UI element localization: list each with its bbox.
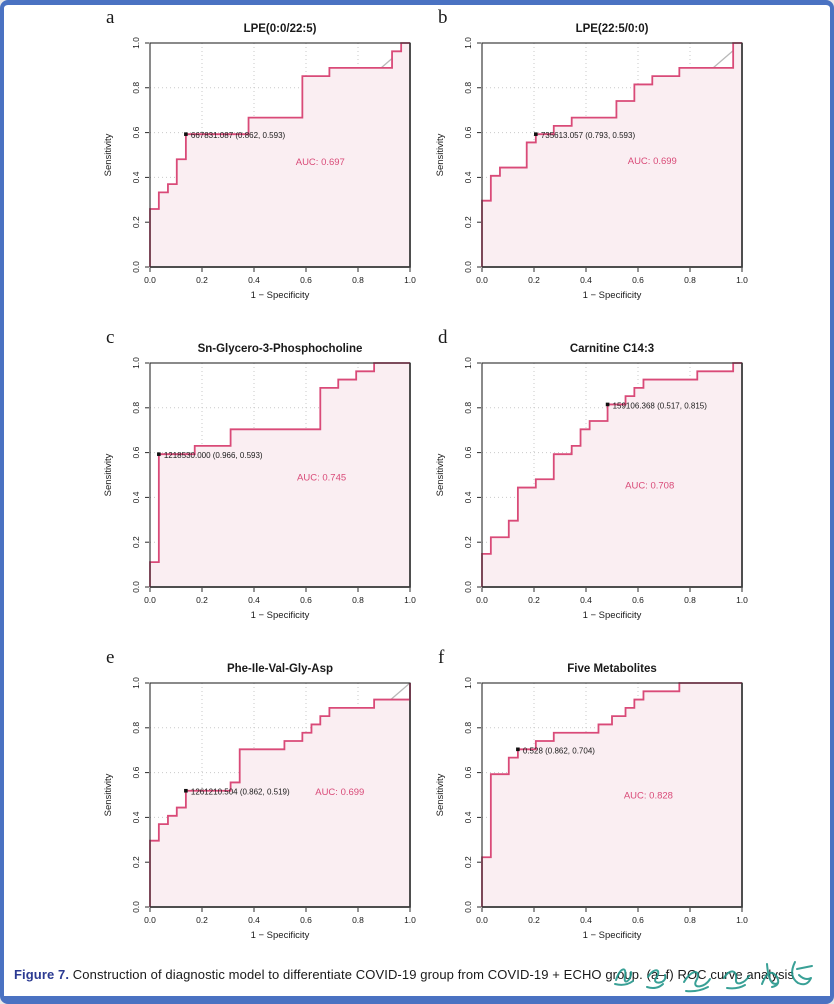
svg-text:0.6: 0.6	[300, 595, 312, 605]
svg-text:0.4: 0.4	[463, 491, 473, 504]
svg-text:0.2: 0.2	[528, 915, 540, 925]
svg-text:667831.087 (0.862, 0.593): 667831.087 (0.862, 0.593)	[190, 131, 286, 141]
svg-text:0.6: 0.6	[131, 766, 141, 779]
svg-text:1.0: 1.0	[736, 595, 748, 605]
svg-text:0.8: 0.8	[684, 595, 696, 605]
roc-chart-b	[428, 13, 758, 323]
svg-text:0.8: 0.8	[463, 401, 473, 414]
svg-text:1.0: 1.0	[404, 595, 416, 605]
svg-text:1.0: 1.0	[463, 37, 473, 49]
svg-text:0.8: 0.8	[684, 275, 696, 285]
svg-text:0.4: 0.4	[580, 275, 592, 285]
svg-text:159106.368 (0.517, 0.815): 159106.368 (0.517, 0.815)	[612, 401, 707, 411]
svg-text:1 − Specificity: 1 − Specificity	[250, 610, 310, 621]
svg-text:Sn-Glycero-3-Phosphocholine: Sn-Glycero-3-Phosphocholine	[197, 343, 363, 355]
figure-caption	[14, 967, 820, 982]
svg-text:0.0: 0.0	[131, 261, 141, 273]
roc-panel-f	[428, 649, 760, 965]
svg-text:AUC: 0.697: AUC: 0.697	[295, 157, 345, 169]
svg-text:AUC: 0.699: AUC: 0.699	[627, 155, 677, 167]
svg-text:0.0: 0.0	[476, 595, 488, 605]
svg-text:0.4: 0.4	[131, 171, 141, 184]
svg-text:1261210.504 (0.862, 0.519): 1261210.504 (0.862, 0.519)	[190, 787, 290, 797]
svg-text:Sensitivity: Sensitivity	[103, 773, 114, 817]
panel-letter-c: c	[106, 327, 115, 348]
svg-text:LPE(0:0/22:5): LPE(0:0/22:5)	[243, 23, 317, 35]
svg-text:0.8: 0.8	[463, 81, 473, 94]
roc-panel-e	[96, 649, 428, 965]
svg-text:1.0: 1.0	[463, 357, 473, 369]
roc-chart-c	[96, 333, 426, 643]
roc-chart-d	[428, 333, 758, 643]
svg-text:Carnitine C14:3: Carnitine C14:3	[569, 343, 655, 355]
svg-text:0.2: 0.2	[463, 216, 473, 229]
roc-panel-d	[428, 329, 760, 645]
svg-text:0.4: 0.4	[580, 595, 592, 605]
svg-text:0.2: 0.2	[196, 275, 208, 285]
svg-text:0.2: 0.2	[196, 915, 208, 925]
svg-text:0.2: 0.2	[131, 536, 141, 549]
svg-text:0.2: 0.2	[463, 536, 473, 549]
svg-text:AUC: 0.828: AUC: 0.828	[623, 790, 673, 802]
svg-text:0.0: 0.0	[131, 581, 141, 593]
svg-text:0.0: 0.0	[463, 581, 473, 593]
svg-text:0.6: 0.6	[300, 915, 312, 925]
roc-panel-b	[428, 9, 760, 325]
svg-text:Phe-Ile-Val-Gly-Asp: Phe-Ile-Val-Gly-Asp	[226, 663, 334, 675]
svg-text:0.0: 0.0	[463, 261, 473, 273]
roc-chart-f	[428, 653, 758, 963]
roc-panel-c	[96, 329, 428, 645]
svg-text:0.0: 0.0	[131, 901, 141, 913]
svg-text:0.0: 0.0	[144, 595, 156, 605]
panel-letter-a: a	[106, 7, 115, 28]
svg-text:1.0: 1.0	[463, 677, 473, 689]
figure-caption-text: Construction of diagnostic model to differentiate COVID-19 group from COVID-19 + ECHO group. (a–f) ROC curve analysis	[69, 967, 795, 982]
svg-text:0.4: 0.4	[580, 915, 592, 925]
svg-text:1.0: 1.0	[131, 37, 141, 49]
svg-text:1 − Specificity: 1 − Specificity	[582, 930, 642, 941]
svg-text:0.6: 0.6	[632, 915, 644, 925]
panel-letter-b: b	[438, 7, 448, 28]
svg-text:LPE(22:5/0:0): LPE(22:5/0:0)	[575, 23, 649, 35]
svg-text:AUC: 0.708: AUC: 0.708	[625, 480, 675, 492]
svg-text:Five Metabolites: Five Metabolites	[567, 663, 657, 675]
svg-text:1 − Specificity: 1 − Specificity	[250, 930, 310, 941]
panel-letter-d: d	[438, 327, 448, 348]
svg-text:1.0: 1.0	[404, 915, 416, 925]
svg-text:1 − Specificity: 1 − Specificity	[582, 290, 642, 301]
panel-letter-f: f	[438, 647, 445, 668]
svg-text:0.4: 0.4	[248, 595, 260, 605]
svg-text:Sensitivity: Sensitivity	[435, 133, 446, 177]
svg-text:735613.057 (0.793, 0.593): 735613.057 (0.793, 0.593)	[540, 131, 636, 141]
svg-text:0.6: 0.6	[632, 595, 644, 605]
roc-chart-e	[96, 653, 426, 963]
panel-letter-e: e	[106, 647, 115, 668]
svg-text:0.8: 0.8	[463, 721, 473, 734]
svg-text:1.0: 1.0	[736, 275, 748, 285]
svg-text:0.8: 0.8	[352, 595, 364, 605]
svg-text:1.0: 1.0	[736, 915, 748, 925]
svg-text:0.2: 0.2	[463, 856, 473, 869]
svg-text:0.2: 0.2	[196, 595, 208, 605]
svg-text:0.2: 0.2	[131, 856, 141, 869]
svg-text:0.8: 0.8	[684, 915, 696, 925]
svg-text:0.8: 0.8	[131, 81, 141, 94]
svg-text:0.6: 0.6	[463, 126, 473, 139]
svg-text:1.0: 1.0	[131, 677, 141, 689]
svg-text:0.8: 0.8	[131, 721, 141, 734]
svg-text:0.0: 0.0	[476, 915, 488, 925]
svg-text:0.6: 0.6	[463, 766, 473, 779]
svg-text:0.8: 0.8	[352, 275, 364, 285]
svg-text:0.8: 0.8	[352, 915, 364, 925]
roc-panel-grid	[96, 9, 830, 965]
svg-text:0.6: 0.6	[131, 446, 141, 459]
svg-text:Sensitivity: Sensitivity	[435, 453, 446, 497]
svg-text:0.528 (0.862, 0.704): 0.528 (0.862, 0.704)	[522, 746, 595, 756]
svg-text:0.8: 0.8	[131, 401, 141, 414]
svg-text:0.0: 0.0	[463, 901, 473, 913]
svg-text:1 − Specificity: 1 − Specificity	[250, 290, 310, 301]
svg-text:0.6: 0.6	[632, 275, 644, 285]
svg-text:0.0: 0.0	[476, 275, 488, 285]
svg-text:AUC: 0.745: AUC: 0.745	[297, 472, 347, 484]
svg-text:0.4: 0.4	[463, 811, 473, 824]
svg-text:0.4: 0.4	[248, 275, 260, 285]
svg-text:0.4: 0.4	[248, 915, 260, 925]
svg-text:1.0: 1.0	[131, 357, 141, 369]
svg-text:0.2: 0.2	[131, 216, 141, 229]
svg-text:0.4: 0.4	[131, 491, 141, 504]
svg-text:0.0: 0.0	[144, 915, 156, 925]
svg-text:0.0: 0.0	[144, 275, 156, 285]
svg-text:1218530.000 (0.966, 0.593): 1218530.000 (0.966, 0.593)	[163, 451, 263, 461]
figure-caption-label: Figure 7.	[14, 967, 70, 982]
svg-text:0.2: 0.2	[528, 275, 540, 285]
svg-text:1 − Specificity: 1 − Specificity	[582, 610, 642, 621]
svg-text:Sensitivity: Sensitivity	[435, 773, 446, 817]
svg-text:0.4: 0.4	[463, 171, 473, 184]
svg-text:0.2: 0.2	[528, 595, 540, 605]
svg-text:Sensitivity: Sensitivity	[103, 133, 114, 177]
svg-text:1.0: 1.0	[404, 275, 416, 285]
svg-text:Sensitivity: Sensitivity	[103, 453, 114, 497]
svg-text:0.6: 0.6	[131, 126, 141, 139]
roc-panel-a	[96, 9, 428, 325]
svg-text:AUC: 0.699: AUC: 0.699	[315, 787, 365, 798]
svg-text:0.4: 0.4	[131, 811, 141, 824]
svg-text:0.6: 0.6	[463, 446, 473, 459]
svg-text:0.6: 0.6	[300, 275, 312, 285]
roc-chart-a	[96, 13, 426, 323]
